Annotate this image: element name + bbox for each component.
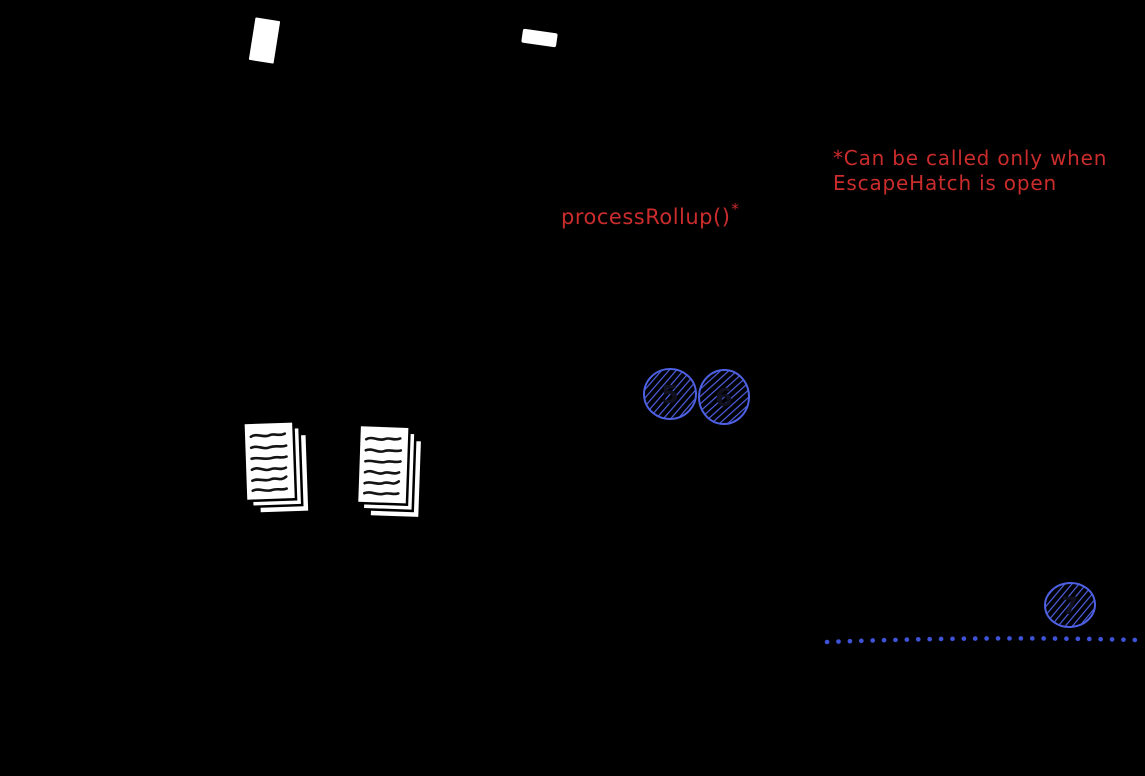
document-stack-pages (357, 425, 423, 518)
footnote-line-2: EscapeHatch is open (833, 171, 1057, 195)
step-number: 5 (661, 380, 679, 409)
white-strip-icon (521, 29, 558, 48)
step-badge-icon (642, 367, 698, 421)
process-rollup-asterisk: * (731, 200, 740, 218)
dotted-timeline-icon (820, 632, 1145, 648)
escape-hatch-footnote (833, 146, 1107, 196)
white-card-icon (249, 17, 280, 63)
footnote-line-1: *Can be called only when (833, 146, 1108, 170)
step-number: 7 (1061, 592, 1079, 620)
document-stack-pages (243, 421, 309, 514)
dotted-line-path (827, 638, 1138, 642)
document-stack-icon (242, 420, 316, 522)
process-rollup-text: processRollup() (561, 205, 731, 229)
step-number: 6 (715, 383, 733, 412)
document-stack-icon (355, 424, 429, 526)
step-badge-icon (697, 369, 753, 427)
process-rollup-label (561, 202, 738, 229)
step-badge-icon (1044, 582, 1098, 630)
